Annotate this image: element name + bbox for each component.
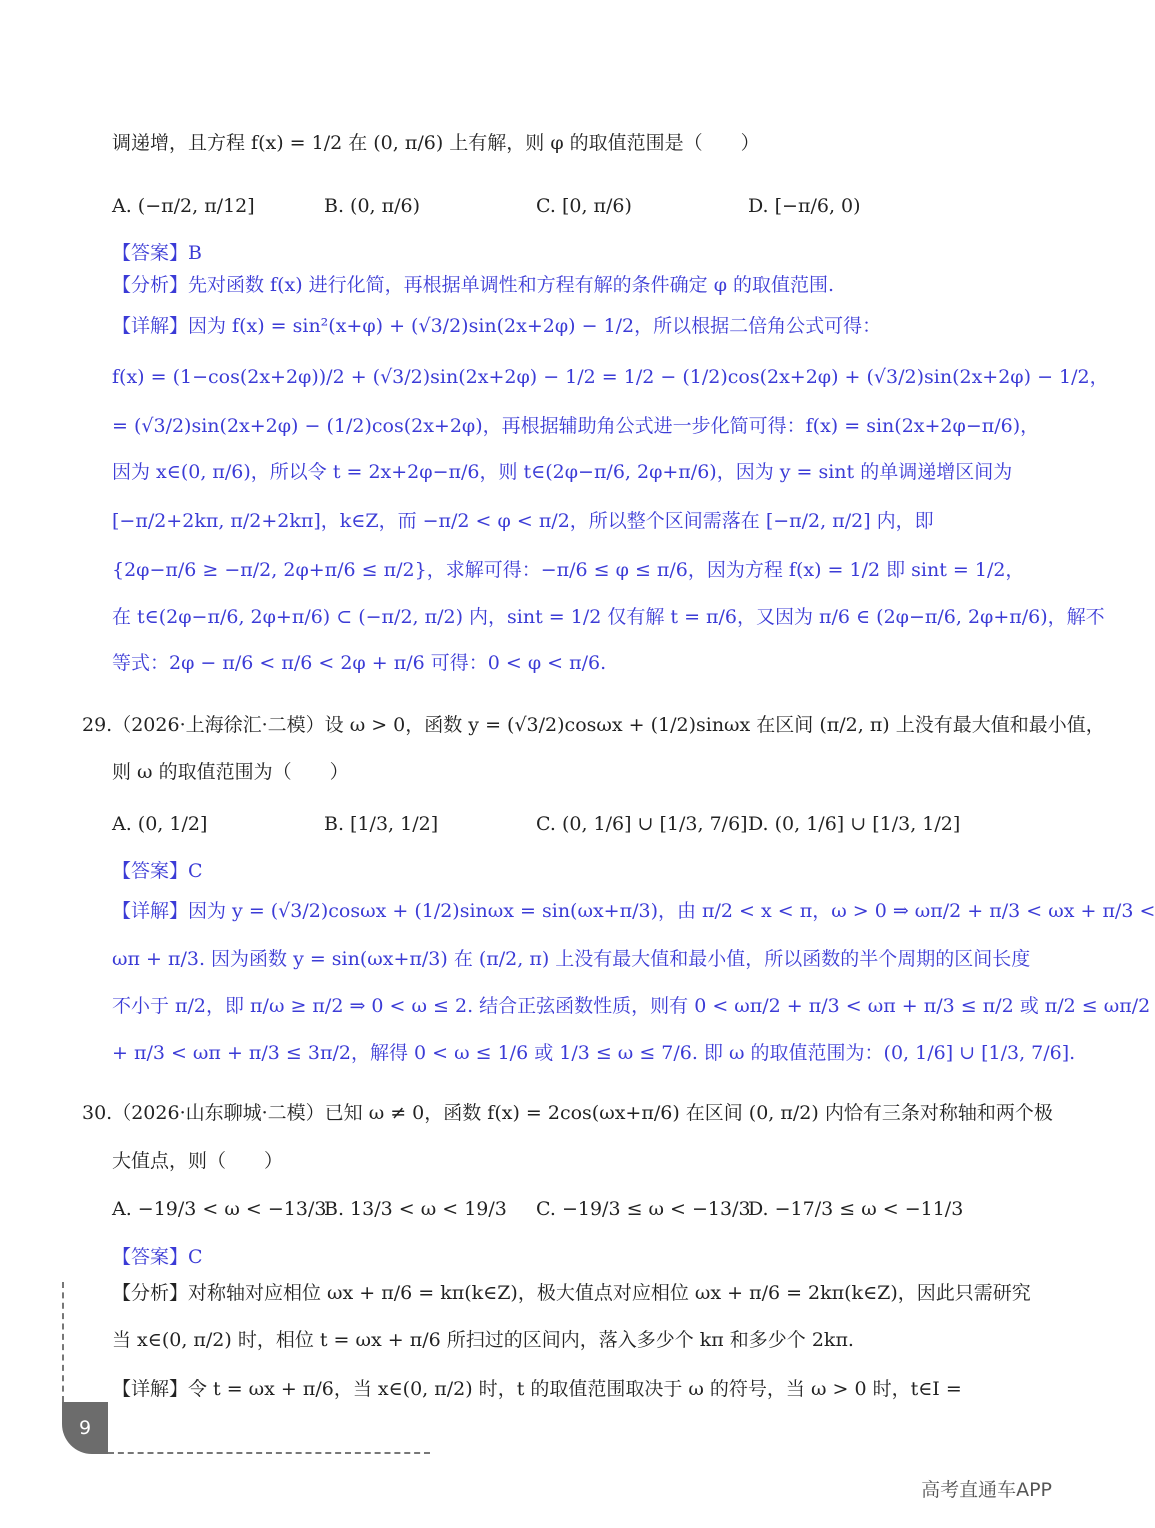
q29-option-b: B. [1/3, 1/2] [324, 813, 439, 835]
q28-detail-line-3: = (√3/2)sin(2x+2φ) − (1/2)cos(2x+2φ)，再根据辅助角公式进一步化简可得：f(x) = sin(2x+2φ−π/6)， [112, 415, 1040, 437]
q28-detail-line-4: 因为 x∈(0, π/6)，所以令 t = 2x+2φ−π/6，则 t∈(2φ−π/6, 2φ+π/6)，因为 y = sint 的单调递增区间为 [112, 461, 1013, 483]
q28-detail-line-6: {2φ−π/6 ≥ −π/2, 2φ+π/6 ≤ π/2}，求解可得：−π/6 ≤ φ ≤ π/6，因为方程 f(x) = 1/2 即 sint = 1/2， [112, 559, 1025, 581]
q30-answer: 【答案】C [112, 1246, 203, 1268]
q29-detail-line-2: ωπ + π/3. 因为函数 y = sin(ωx+π/3) 在 (π/2, π) 上没有最大值和最小值，所以函数的半个周期的区间长度 [112, 948, 1031, 970]
q28-analysis: 【分析】先对函数 f(x) 进行化简，再根据单调性和方程有解的条件确定 φ 的取值范围. [112, 274, 835, 296]
q30-analysis-line-1: 【分析】对称轴对应相位 ωx + π/6 = kπ(k∈Z)，极大值点对应相位 ωx + π/6 = 2kπ(k∈Z)，因此只需研究 [112, 1282, 1031, 1304]
q30-option-d: D. −17/3 ≤ ω < −11/3 [748, 1198, 964, 1220]
q29-option-c: C. (0, 1/6] ∪ [1/3, 7/6] [536, 813, 748, 835]
q30-detail-line-1: 【详解】令 t = ωx + π/6，当 x∈(0, π/2) 时，t 的取值范围取决于 ω 的符号，当 ω > 0 时，t∈I = [112, 1378, 962, 1400]
page-number: 9 [62, 1402, 108, 1454]
q30-stem-line-1: 30.（2026·山东聊城·二模）已知 ω ≠ 0，函数 f(x) = 2cos(ωx+π/6) 在区间 (0, π/2) 内恰有三条对称轴和两个极 [82, 1102, 1053, 1124]
q28-stem-line: 调递增，且方程 f(x) = 1/2 在 (0, π/6) 上有解，则 φ 的取值范围是（ ） [112, 132, 760, 154]
q28-detail-line-7: 在 t∈(2φ−π/6, 2φ+π/6) ⊂ (−π/2, π/2) 内，sint = 1/2 仅有解 t = π/6，又因为 π/6 ∈ (2φ−π/6, 2φ+π/6)，解不 [112, 606, 1105, 628]
q28-answer: 【答案】B [112, 242, 202, 264]
q30-option-c: C. −19/3 ≤ ω < −13/3 [536, 1198, 751, 1220]
watermark: 高考直通车APP [921, 1479, 1052, 1501]
q29-stem-line-1: 29.（2026·上海徐汇·二模）设 ω > 0，函数 y = (√3/2)cosωx + (1/2)sinωx 在区间 (π/2, π) 上没有最大值和最小值， [82, 714, 1105, 736]
q30-stem-line-2: 大值点，则（ ） [112, 1150, 284, 1172]
q30-option-b: B. 13/3 < ω < 19/3 [324, 1198, 507, 1220]
q29-detail-line-1: 【详解】因为 y = (√3/2)cosωx + (1/2)sinωx = sin(ωx+π/3)，由 π/2 < x < π，ω > 0 ⇒ ωπ/2 + π/3 < ωx + π/3 < [112, 900, 1155, 922]
q29-option-d: D. (0, 1/6] ∪ [1/3, 1/2] [748, 813, 961, 835]
page-border-horizontal [108, 1452, 430, 1454]
q29-detail-line-3: 不小于 π/2，即 π/ω ≥ π/2 ⇒ 0 < ω ≤ 2. 结合正弦函数性质，则有 0 < ωπ/2 + π/3 < ωπ + π/3 ≤ π/2 或 π/2 ≤ ωπ/2 [112, 995, 1151, 1017]
q29-option-a: A. (0, 1/2] [112, 813, 208, 835]
q29-detail-line-4: + π/3 < ωπ + π/3 ≤ 3π/2，解得 0 < ω ≤ 1/6 或 1/3 ≤ ω ≤ 7/6. 即 ω 的取值范围为：(0, 1/6] ∪ [1/3, 7/6]. [112, 1042, 1076, 1064]
q28-detail-line-2: f(x) = (1−cos(2x+2φ))/2 + (√3/2)sin(2x+2φ) − 1/2 = 1/2 − (1/2)cos(2x+2φ) + (√3/2)sin(2x+2φ) − 1/2， [112, 366, 1109, 388]
q30-option-a: A. −19/3 < ω < −13/3 [112, 1198, 327, 1220]
q28-detail-line-8: 等式：2φ − π/6 < π/6 < 2φ + π/6 可得：0 < φ < π/6. [112, 652, 607, 674]
q30-analysis-line-2: 当 x∈(0, π/2) 时，相位 t = ωx + π/6 所扫过的区间内，落入多少个 kπ 和多少个 2kπ. [112, 1329, 854, 1351]
q28-option-a: A. (−π/2, π/12] [112, 195, 255, 217]
q29-answer: 【答案】C [112, 860, 203, 882]
page-border-vertical [62, 1282, 64, 1402]
q28-option-d: D. [−π/6, 0) [748, 195, 861, 217]
q28-detail-line-5: [−π/2+2kπ, π/2+2kπ]，k∈Z，而 −π/2 < φ < π/2，所以整个区间需落在 [−π/2, π/2] 内，即 [112, 510, 934, 532]
q28-option-c: C. [0, π/6) [536, 195, 632, 217]
q28-detail-line-1: 【详解】因为 f(x) = sin²(x+φ) + (√3/2)sin(2x+2φ) − 1/2，所以根据二倍角公式可得： [112, 315, 882, 337]
q28-option-b: B. (0, π/6) [324, 195, 421, 217]
q29-stem-line-2: 则 ω 的取值范围为（ ） [112, 761, 349, 783]
